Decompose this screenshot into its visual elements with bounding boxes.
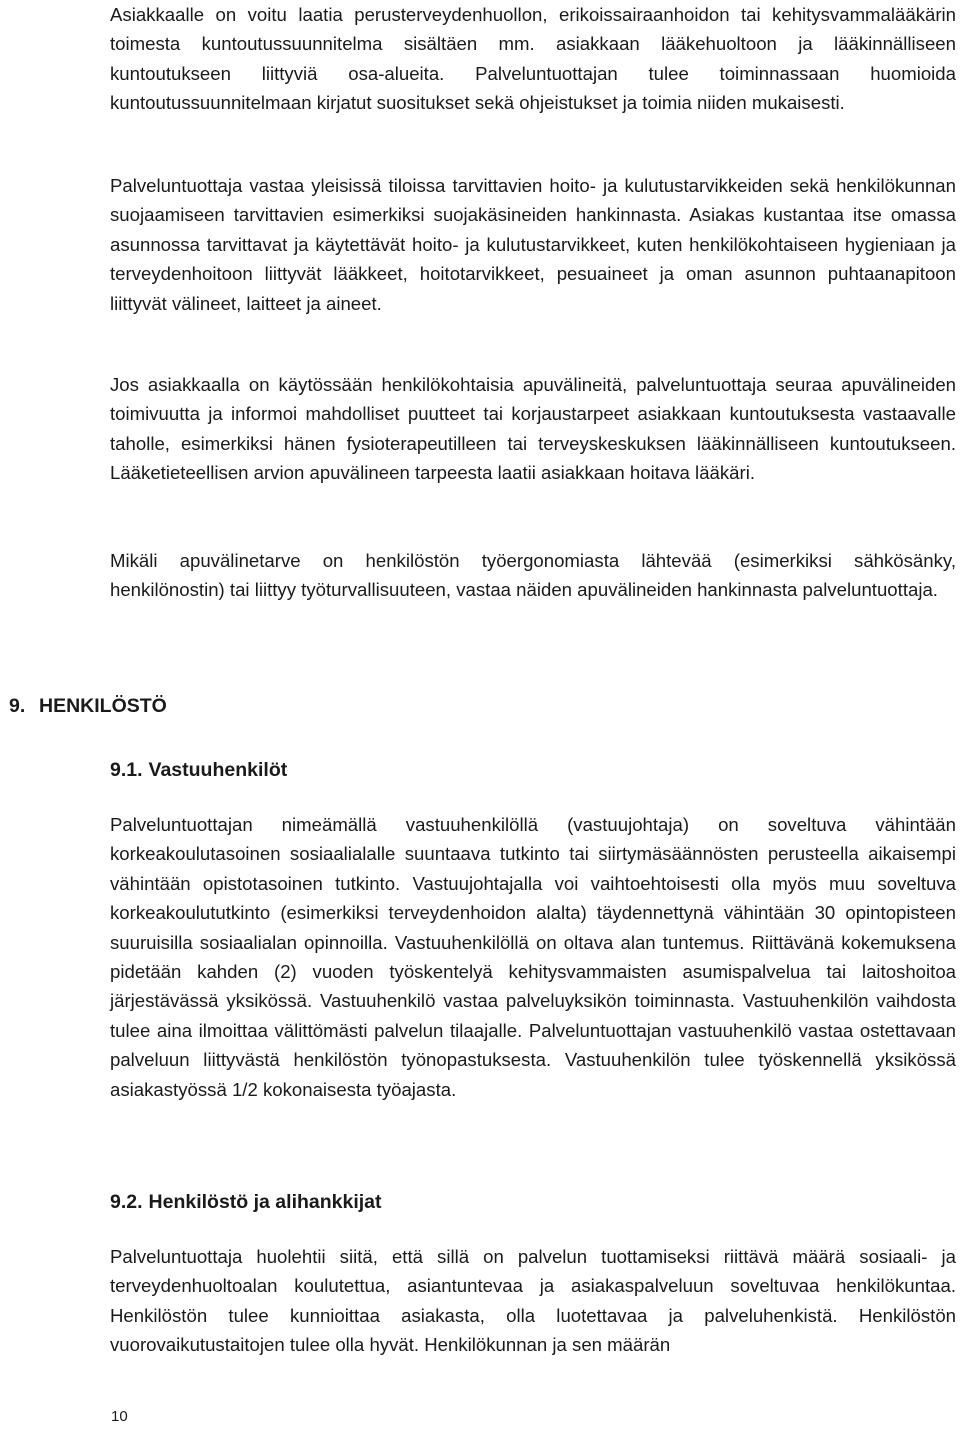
section-heading-staff (9, 692, 167, 720)
paragraph-assistive-devices: Jos asiakkaalla on käytössään henkilökohtaisia apuvälineitä, palveluntuottaja seuraa apuvälineiden toimivuutta ja informoi mahdolliset puutteet tai korjaustarpeet asiakkaan kuntoutuksesta vastaavalle taholle, esimerkiksi hänen fysioterapeutilleen tai terveyskeskuksen lääkinnälliseen kuntoutukseen. Lääketieteellisen arvion apuvälineen tarpeesta laatii asiakkaan hoitava lääkäri. (110, 374, 956, 484)
paragraph-ergonomic-devices: Mikäli apuvälinetarve on henkilöstön työergonomiasta lähtevää (esimerkiksi sähkösänky, henkilönostin) tai liittyy työturvallisuuteen, vastaa näiden apuvälineiden hankinnasta palveluntuottaja. (110, 550, 956, 601)
subsection-title: Henkilöstö ja alihankkijat (148, 1191, 382, 1213)
section-title: HENKILÖSTÖ (39, 695, 167, 717)
subsection-heading-staff-subcontractors (110, 1188, 382, 1216)
subsection-heading-responsible-persons (110, 756, 287, 784)
paragraph-care-supplies: Palveluntuottaja vastaa yleisissä tiloissa tarvittavien hoito- ja kulutustarvikkeiden sekä henkilökunnan suojaamiseen tarvittavien esimerkiksi suojakäsineiden hankinnasta. Asiakas kustantaa itse omassa asunnossa tarvittavat ja käytettävät hoito- ja kulutustarvikkeet, kuten henkilökohtaiseen hygieniaan ja terveydenhoitoon liittyvät lääkkeet, hoitotarvikkeet, pesuaineet ja oman asunnon puhtaanapitoon liittyvät välineet, laitteet ja aineet. (110, 175, 956, 314)
section-number: 9. (9, 695, 26, 717)
subsection-number: 9.2. (110, 1191, 143, 1213)
subsection-title: Vastuuhenkilöt (148, 759, 288, 781)
subsection-number: 9.1. (110, 759, 143, 781)
paragraph-rehabilitation-plan: Asiakkaalle on voitu laatia perusterveydenhuollon, erikoissairaanhoidon tai kehitysvammalääkärin toimesta kuntoutussuunnitelma sisältäen mm. asiakkaan lääkehuoltoon ja lääkinnälliseen kuntoutukseen liittyviä osa-alueita. Palveluntuottajan tulee toiminnassaan huomioida kuntoutussuunnitelmaan kirjatut suositukset sekä ohjeistukset ja toimia niiden mukaisesti. (110, 4, 956, 114)
paragraph-staff-requirements: Palveluntuottaja huolehtii siitä, että sillä on palvelun tuottamiseksi riittävä määrä sosiaali- ja terveydenhuoltoalan koulutettua, asiantuntevaa ja asiakaspalveluun soveltuvaa henkilökuntaa. Henkilöstön tulee kunnioittaa asiakasta, olla luotettavaa ja palveluhenkistä. Henkilöstön vuorovaikutustaitojen tulee olla hyvät. Henkilökunnan ja sen määrän (110, 1246, 956, 1356)
page-number: 10 (111, 1408, 128, 1425)
paragraph-responsible-person: Palveluntuottajan nimeämällä vastuuhenkilöllä (vastuujohtaja) on soveltuva vähintään korkeakoulutasoinen sosiaalialalle suuntaava tutkinto tai siirtymäsäännösten perusteella aikaisempi vähintään opistotasoinen tutkinto. Vastuujohtajalla voi vaihtoehtoisesti olla myös muu soveltuva korkeakoulututkinto (esimerkiksi terveydenhoidon alalta) täydennettynä vähintään 30 opintopisteen suuruisilla sosiaalialan opinnoilla. Vastuuhenkilöllä on oltava alan tuntemus. Riittävänä kokemuksena pidetään kahden (2) vuoden työskentelyä kehitysvammaisten asumispalvelua tai laitoshoitoa järjestävässä yksikössä. Vastuuhenkilö vastaa palveluyksikön toiminnasta. Vastuuhenkilön vaihdosta tulee aina ilmoittaa välittömästi palvelun tilaajalle. Palveluntuottajan vastuuhenkilö vastaa ostettavaan palveluun liittyvästä henkilöstön työnopastuksesta. Vastuuhenkilön tulee työskennellä yksikössä asiakastyössä 1/2 kokonaisesta työajasta. (110, 814, 956, 1100)
